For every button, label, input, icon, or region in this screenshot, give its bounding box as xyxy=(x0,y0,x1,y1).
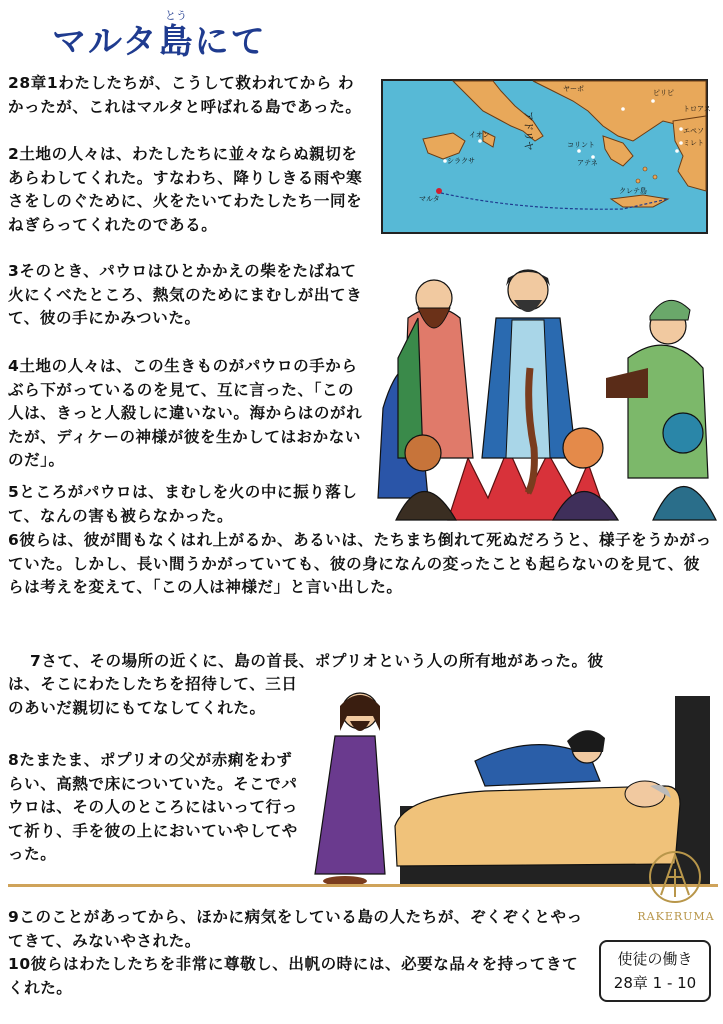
map-label-7: コリント xyxy=(567,141,595,149)
map-label-12: マルタ xyxy=(419,195,440,203)
map-label-4: トロアス xyxy=(683,105,711,113)
map-sea-label: アドリヤ xyxy=(522,111,533,151)
mediterranean-map xyxy=(381,79,711,234)
map-label-2: ピリピ xyxy=(653,89,674,97)
map-label-11: ミレト xyxy=(683,139,704,147)
map-label-5: イオン xyxy=(469,131,490,139)
verse-6: 6彼らは、彼が間もなくはれ上がるか、あるいは、たちまち倒れて死ぬだろうと、様子をうかがっていた。しかし、長い間うかがっていても、彼の身になんの変ったことも起らないのを見て、彼らは考えを変えて、「この人は神様だ」と言い出した。 xyxy=(8,531,712,596)
map-label-0: ヤーポ xyxy=(563,85,584,93)
verse-4: 4土地の人々は、この生きものがパウロの手からぶら下がっているのを見て、互に言った、「この人は、きっと人殺しに違いない。海からはのがれたが、ディケーの神様が彼を生かしてはおかないのだ」。 xyxy=(8,357,363,469)
verse-1: 28章1わたしたちが、こうして救われてから わかったが、これはマルタと呼ばれる島であった。 xyxy=(8,74,362,116)
verse-5: 5ところがパウロは、まむしを火の中に振り落して、なんの害も被らなかった。 xyxy=(8,483,358,525)
page-title xyxy=(52,9,267,63)
chapter-reference-stamp xyxy=(599,940,711,1002)
verse-3: 3そのとき、パウロはひとかかえの柴をたばねて火にくべたところ、熱気のためにまむしが出てきて、彼の手にかみついた。 xyxy=(8,262,363,327)
title-text: マルタ島にて xyxy=(52,22,267,62)
verse-8: 8たまたま、ポプリオの父が赤痢をわずらい、高熱で床についていた。そこでパウロは、その人のところにはいって行って祈り、手を彼の上においていやしてやった。 xyxy=(8,751,298,863)
verse-10: 10彼らはわたしたちを非常に尊敬し、出帆の時には、必要な品々を持ってきてくれた。 xyxy=(8,955,579,997)
title-ruby: とう xyxy=(165,9,187,22)
map-label-10: エペソ xyxy=(683,127,704,135)
verse-7-first-line: 7さて、その場所の近くに、島の首長、ポプリオという人の所有地があった。彼 xyxy=(30,652,604,670)
map-label-6: シラクサ xyxy=(447,157,475,165)
map-label-8: アテネ xyxy=(577,159,598,167)
stamp-book: 使徒の働き xyxy=(617,950,693,968)
ground-line xyxy=(8,884,718,887)
verse-7-rest: は、そこにわたしたちを招待して、三日のあいだ親切にもてなしてくれた。 xyxy=(8,675,298,717)
stamp-chapter: 28章 1 - 10 xyxy=(613,974,697,992)
logo-brand-text: RAKERUMA xyxy=(637,910,715,923)
viper-scene-illustration xyxy=(378,258,716,520)
verse-9: 9このことがあってから、ほかに病気をしている島の人たちが、ぞくぞくとやってきて、みないやされた。 xyxy=(8,908,583,950)
verse-2: 2土地の人々は、わたしたちに並々ならぬ親切をあらわしてくれた。すなわち、降りしきる雨や寒さをしのぐために、火をたいてわたしたち一同をねぎらってくれたのである。 xyxy=(8,145,363,234)
map-label-13: クレテ島 xyxy=(619,187,647,195)
